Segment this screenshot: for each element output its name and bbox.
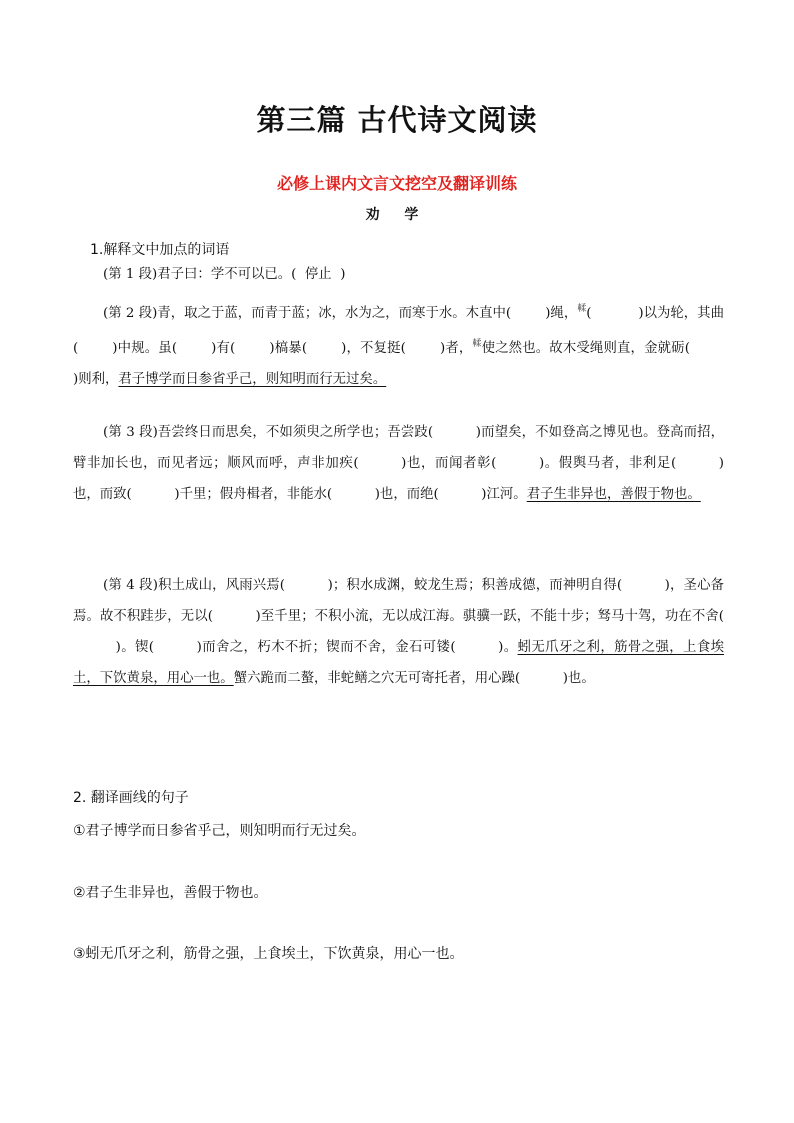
- blank[interactable]: [439, 479, 482, 510]
- blank[interactable]: [235, 333, 269, 364]
- blank[interactable]: [177, 333, 211, 364]
- paragraph-label: (第 2 段): [103, 306, 158, 321]
- sentence-1: ①君子博学而日参省乎己，则知明而行无过矣。: [73, 823, 366, 839]
- paragraph-text: ): [340, 267, 346, 282]
- blank[interactable]: [406, 333, 440, 364]
- blank[interactable]: [285, 570, 328, 601]
- paragraph-text: 积土成山，风雨兴焉(: [157, 578, 286, 593]
- sentence-2: ②君子生非异也，善假于物也。: [73, 885, 268, 901]
- annotation-note: 輮: [472, 339, 482, 349]
- paragraph-label: (第 3 段): [103, 425, 158, 440]
- blank[interactable]: [511, 298, 545, 329]
- blank[interactable]: [592, 298, 639, 329]
- paragraph-3: [73, 417, 724, 510]
- paragraph-text: )中规。虽(: [112, 341, 178, 356]
- paragraph-text: 青，取之于蓝，而青于蓝；冰，水为之，而寒于水。木直中(: [157, 306, 512, 321]
- paragraph-text: )江河。: [481, 487, 527, 502]
- blank[interactable]: [496, 448, 539, 479]
- blank[interactable]: [332, 479, 375, 510]
- paragraph-text: )而望矣，不如登高之博见也。登高而招，臂非加长也，而见者远；顺风而呼，声非加疾(: [73, 425, 724, 471]
- paragraph-text: )。假舆马者，非利足(: [538, 456, 677, 471]
- blank[interactable]: [520, 663, 563, 694]
- paragraph-text: )。锲(: [115, 640, 154, 655]
- underlined-sentence: 君子博学而日参省乎己，则知明而行无过矣。: [118, 372, 387, 387]
- paragraph-text: )至千里；不积小流，无以成江海。骐骥一跃，不能十步；驽马十驾，功在不舍(: [255, 609, 724, 624]
- blank-answer: 停止: [304, 267, 332, 282]
- paragraph-text: )也，而致(: [73, 456, 724, 502]
- paragraph-text: )有(: [211, 341, 236, 356]
- underlined-sentence: 蚓无爪牙之利，筋骨之强，上食埃土，下饮黄泉，用心一也。: [73, 640, 725, 686]
- subtitle: 必修上课内文言文挖空及翻译训练: [276, 174, 517, 193]
- blank[interactable]: [132, 479, 175, 510]
- paragraph-text: )以为轮，其曲(: [73, 306, 724, 356]
- paragraph-text: )者，: [439, 341, 473, 356]
- paragraph-text: )；积水成渊，蛟龙生焉；积善成德，而神明自得(: [327, 578, 623, 593]
- paragraph-text: (: [586, 306, 592, 321]
- paragraph-text: 使之然也。故木受绳则直，金就砺(: [481, 341, 690, 356]
- blank[interactable]: [213, 601, 256, 632]
- paragraph-2: [73, 294, 724, 395]
- paragraph-text: )也。: [562, 671, 595, 686]
- page-title: 第三篇 古代诗文阅读: [256, 103, 538, 137]
- paragraph-text: )也，而闻者彰(: [401, 456, 497, 471]
- paragraph-text: )，不复挺(: [341, 341, 406, 356]
- paragraph-text: )绳，: [545, 306, 578, 321]
- section-title: 劝 学: [365, 207, 429, 223]
- paragraph-4: [73, 570, 724, 694]
- paragraph-label: (第 4 段): [103, 578, 158, 593]
- blank[interactable]: [296, 265, 340, 285]
- annotation-note: 輮: [577, 304, 587, 314]
- blank[interactable]: [359, 448, 402, 479]
- paragraph-label: (第 1 段): [103, 267, 158, 282]
- paragraph-text: )千里；假舟楫者，非能水(: [174, 487, 333, 502]
- blank[interactable]: [690, 333, 724, 364]
- paragraph-text: )而舍之，朽木不折；锲而不舍，金石可镂(: [196, 640, 456, 655]
- question-2-heading: 2. 翻译画线的句子: [73, 790, 189, 806]
- question-1-heading: 1.解释文中加点的词语: [90, 242, 230, 258]
- blank[interactable]: [433, 417, 476, 448]
- paragraph-text: )也，而绝(: [374, 487, 439, 502]
- paragraph-text: 蟹六跪而二螯，非蛇鳝之穴无可寄托者，用心躁(: [233, 671, 521, 686]
- underlined-sentence: 君子生非异也，善假于物也。: [526, 487, 701, 502]
- paragraph-text: )则利，: [73, 372, 119, 387]
- sentence-3: ③蚓无爪牙之利，筋骨之强，上食埃土，下饮黄泉，用心一也。: [73, 946, 464, 962]
- blank[interactable]: [73, 632, 116, 663]
- paragraph-text: )槁暴(: [269, 341, 308, 356]
- blank[interactable]: [622, 570, 665, 601]
- blank[interactable]: [307, 333, 341, 364]
- blank[interactable]: [676, 448, 719, 479]
- paragraph-text: )，圣心备焉。故不积跬步，无以(: [73, 578, 724, 624]
- paragraph-text: 吾尝终日而思矣，不如须臾之所学也；吾尝跂(: [157, 425, 434, 440]
- blank[interactable]: [456, 632, 499, 663]
- blank[interactable]: [78, 333, 112, 364]
- blank[interactable]: [154, 632, 197, 663]
- paragraph-1: [73, 265, 724, 285]
- paragraph-text: 君子曰：学不可以已。(: [157, 267, 297, 282]
- paragraph-text: )。: [498, 640, 518, 655]
